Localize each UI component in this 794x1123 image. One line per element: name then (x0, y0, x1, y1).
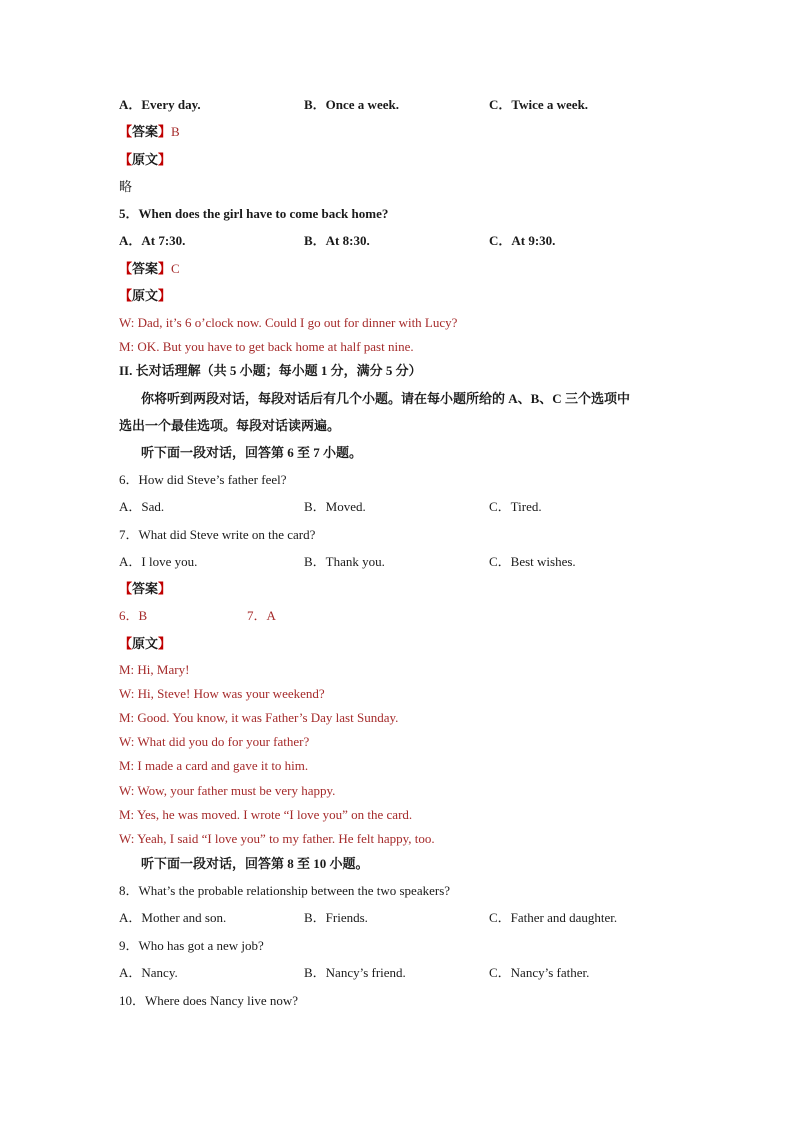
q7-option-c: C．Best wishes. (489, 554, 576, 569)
dialog-1-script-line: W: Yeah, I said “I love you” to my father. He felt happy, too. (119, 831, 435, 846)
q6-option-c: C．Tired. (489, 499, 542, 514)
script-label: 原文 (132, 636, 159, 651)
q5-answer-row: 【答案】C (119, 261, 180, 276)
q8-option-c: C．Father and daughter. (489, 910, 618, 925)
script-label: 原文 (132, 288, 159, 303)
q4-script-header: 【原文】 (119, 152, 172, 167)
q5-script-line: W: Dad, it’s 6 o’clock now. Could I go out for dinner with Lucy? (119, 315, 458, 330)
q5-option-b: B．At 8:30. (304, 233, 370, 248)
section-2-instruction: 选出一个最佳选项。每段对话读两遍。 (119, 418, 341, 433)
q5-script-header: 【原文】 (119, 288, 172, 303)
q4-option-c: C．Twice a week. (489, 97, 589, 112)
q4-script: 略 (119, 179, 133, 194)
q6-question: 6．How did Steve’s father feel? (119, 472, 287, 487)
q7-answer: 7．A (247, 608, 276, 623)
answer-label: 答案 (132, 261, 159, 276)
q4-answer-row: 【答案】B (119, 124, 180, 139)
dialog-1-script-line: W: Wow, your father must be very happy. (119, 783, 336, 798)
answer-label: 答案 (132, 124, 159, 139)
dialog-1-script-line: M: Good. You know, it was Father’s Day last Sunday. (119, 710, 399, 725)
q9-option-a: A．Nancy. (119, 965, 178, 980)
dialog-1-intro: 听下面一段对话，回答第 6 至 7 小题。 (141, 445, 363, 460)
q7-option-a: A．I love you. (119, 554, 198, 569)
dialog-1-script-line: W: What did you do for your father? (119, 734, 310, 749)
q5-option-a: A．At 7:30. (119, 233, 186, 248)
q5-script-line: M: OK. But you have to get back home at half past nine. (119, 339, 414, 354)
dialog-1-script-line: M: Hi, Mary! (119, 662, 190, 677)
q6-option-a: A．Sad. (119, 499, 165, 514)
q5-answer: C (171, 261, 180, 276)
q7-option-b: B．Thank you. (304, 554, 385, 569)
dialog-1-script-line: M: Yes, he was moved. I wrote “I love you” on the card. (119, 807, 413, 822)
dialog-1-script-line: M: I made a card and gave it to him. (119, 758, 309, 773)
q7-question: 7．What did Steve write on the card? (119, 527, 316, 542)
q8-option-b: B．Friends. (304, 910, 368, 925)
q8-option-a: A．Mother and son. (119, 910, 227, 925)
q67-answer-header: 【答案】 (119, 581, 172, 596)
q8-question: 8．What’s the probable relationship between the two speakers? (119, 883, 451, 898)
q5-question: 5．When does the girl have to come back home? (119, 206, 389, 221)
q9-question: 9．Who has got a new job? (119, 938, 264, 953)
q9-option-c: C．Nancy’s father. (489, 965, 590, 980)
q5-option-c: C．At 9:30. (489, 233, 556, 248)
q4-option-b: B．Once a week. (304, 97, 399, 112)
script-label: 原文 (132, 152, 159, 167)
q4-answer: B (171, 124, 180, 139)
q10-question: 10．Where does Nancy live now? (119, 993, 299, 1008)
q4-option-a: A．Every day. (119, 97, 201, 112)
q6-option-b: B．Moved. (304, 499, 366, 514)
answer-label: 答案 (132, 581, 159, 596)
section-2-instruction: 你将听到两段对话，每段对话后有几个小题。请在每小题所给的 A、B、C 三个选项中 (141, 391, 630, 406)
dialog-2-intro: 听下面一段对话，回答第 8 至 10 小题。 (141, 856, 369, 871)
q9-option-b: B．Nancy’s friend. (304, 965, 406, 980)
dialog-1-script-line: W: Hi, Steve! How was your weekend? (119, 686, 325, 701)
q6-answer: 6．B (119, 608, 148, 623)
q67-script-header: 【原文】 (119, 636, 172, 651)
section-2-title: II. 长对话理解（共 5 小题；每小题 1 分，满分 5 分） (119, 363, 422, 378)
